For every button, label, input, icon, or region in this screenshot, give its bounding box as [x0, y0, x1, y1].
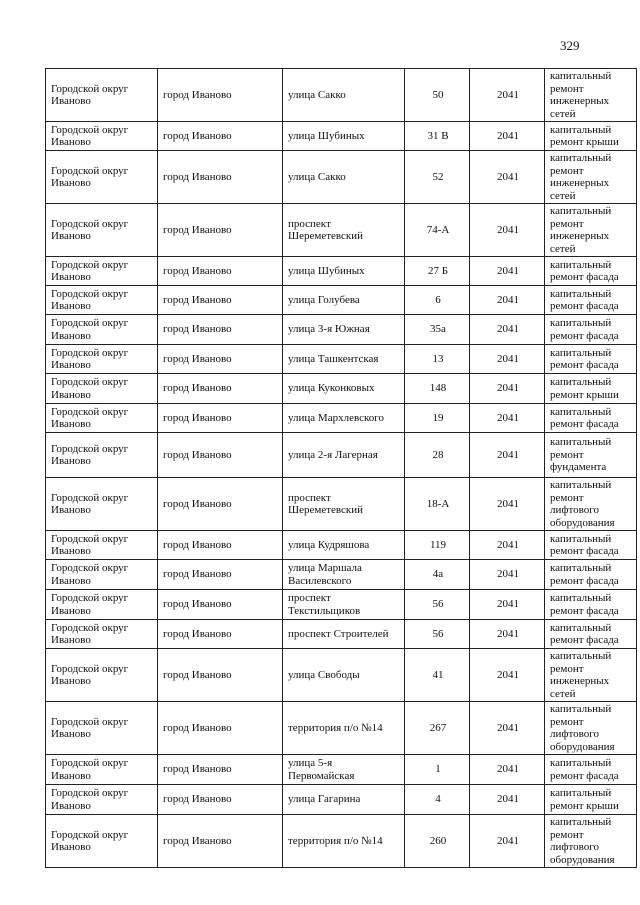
settlement-cell: город Иваново	[158, 620, 283, 649]
settlement-cell: город Иваново	[158, 815, 283, 868]
settlement-cell: город Иваново	[158, 433, 283, 478]
settlement-cell: город Иваново	[158, 69, 283, 122]
work-type-cell: капитальный ремонт крыши	[545, 374, 637, 404]
house-number-cell: 4а	[405, 560, 470, 590]
work-type-cell: капитальный ремонт лифтового оборудования	[545, 702, 637, 755]
work-type-cell: капитальный ремонт фундамента	[545, 433, 637, 478]
table-row	[46, 315, 637, 345]
street-cell: улица Шубиных	[283, 257, 405, 286]
settlement-cell: город Иваново	[158, 755, 283, 785]
settlement-cell: город Иваново	[158, 286, 283, 315]
table-row	[46, 649, 637, 702]
work-type-cell: капитальный ремонт инженерных сетей	[545, 69, 637, 122]
work-type-cell: капитальный ремонт инженерных сетей	[545, 151, 637, 204]
page-number: 329	[560, 38, 580, 53]
municipality-cell: Городской округ Иваново	[46, 478, 158, 531]
house-number-cell: 31 В	[405, 122, 470, 151]
municipality-cell: Городской округ Иваново	[46, 433, 158, 478]
street-cell: улица 2-я Лагерная	[283, 433, 405, 478]
house-number-cell: 13	[405, 345, 470, 374]
table-row	[46, 204, 637, 257]
settlement-cell: город Иваново	[158, 702, 283, 755]
year-cell: 2041	[470, 531, 545, 560]
street-cell: проспект Шереметевский	[283, 478, 405, 531]
year-cell: 2041	[470, 345, 545, 374]
year-cell: 2041	[470, 755, 545, 785]
house-number-cell: 267	[405, 702, 470, 755]
street-cell: улица Гагарина	[283, 785, 405, 815]
table-row	[46, 478, 637, 531]
table-row	[46, 815, 637, 868]
house-number-cell: 28	[405, 433, 470, 478]
house-number-cell: 52	[405, 151, 470, 204]
municipality-cell: Городской округ Иваново	[46, 755, 158, 785]
municipality-cell: Городской округ Иваново	[46, 404, 158, 433]
settlement-cell: город Иваново	[158, 785, 283, 815]
settlement-cell: город Иваново	[158, 649, 283, 702]
settlement-cell: город Иваново	[158, 590, 283, 620]
work-type-cell: капитальный ремонт лифтового оборудования	[545, 478, 637, 531]
work-type-cell: капитальный ремонт фасада	[545, 345, 637, 374]
settlement-cell: город Иваново	[158, 151, 283, 204]
year-cell: 2041	[470, 404, 545, 433]
work-type-cell: капитальный ремонт инженерных сетей	[545, 204, 637, 257]
house-number-cell: 74-А	[405, 204, 470, 257]
work-type-cell: капитальный ремонт фасада	[545, 257, 637, 286]
settlement-cell: город Иваново	[158, 560, 283, 590]
settlement-cell: город Иваново	[158, 257, 283, 286]
work-type-cell: капитальный ремонт лифтового оборудования	[545, 815, 637, 868]
municipality-cell: Городской округ Иваново	[46, 345, 158, 374]
municipality-cell: Городской округ Иваново	[46, 69, 158, 122]
street-cell: улица Ташкентская	[283, 345, 405, 374]
table-row	[46, 560, 637, 590]
repair-schedule-table	[45, 68, 637, 868]
municipality-cell: Городской округ Иваново	[46, 257, 158, 286]
year-cell: 2041	[470, 590, 545, 620]
street-cell: улица Маршала Василевского	[283, 560, 405, 590]
settlement-cell: город Иваново	[158, 122, 283, 151]
table-row	[46, 345, 637, 374]
year-cell: 2041	[470, 122, 545, 151]
settlement-cell: город Иваново	[158, 531, 283, 560]
table-row	[46, 404, 637, 433]
work-type-cell: капитальный ремонт крыши	[545, 785, 637, 815]
year-cell: 2041	[470, 151, 545, 204]
house-number-cell: 56	[405, 620, 470, 649]
house-number-cell: 56	[405, 590, 470, 620]
municipality-cell: Городской округ Иваново	[46, 151, 158, 204]
work-type-cell: капитальный ремонт фасада	[545, 620, 637, 649]
street-cell: улица Голубева	[283, 286, 405, 315]
street-cell: улица Мархлевского	[283, 404, 405, 433]
table-row	[46, 151, 637, 204]
house-number-cell: 35а	[405, 315, 470, 345]
work-type-cell: капитальный ремонт инженерных сетей	[545, 649, 637, 702]
house-number-cell: 41	[405, 649, 470, 702]
house-number-cell: 119	[405, 531, 470, 560]
municipality-cell: Городской округ Иваново	[46, 122, 158, 151]
year-cell: 2041	[470, 257, 545, 286]
table-row	[46, 257, 637, 286]
street-cell: проспект Текстильщиков	[283, 590, 405, 620]
year-cell: 2041	[470, 649, 545, 702]
table-row	[46, 590, 637, 620]
year-cell: 2041	[470, 315, 545, 345]
municipality-cell: Городской округ Иваново	[46, 315, 158, 345]
house-number-cell: 1	[405, 755, 470, 785]
street-cell: улица 5-я Первомайская	[283, 755, 405, 785]
year-cell: 2041	[470, 374, 545, 404]
work-type-cell: капитальный ремонт фасада	[545, 404, 637, 433]
street-cell: территория п/о №14	[283, 702, 405, 755]
house-number-cell: 4	[405, 785, 470, 815]
table-row	[46, 374, 637, 404]
year-cell: 2041	[470, 204, 545, 257]
work-type-cell: капитальный ремонт крыши	[545, 122, 637, 151]
year-cell: 2041	[470, 478, 545, 531]
settlement-cell: город Иваново	[158, 204, 283, 257]
table-row	[46, 433, 637, 478]
municipality-cell: Городской округ Иваново	[46, 531, 158, 560]
street-cell: проспект Шереметевский	[283, 204, 405, 257]
table-body	[46, 69, 637, 868]
municipality-cell: Городской округ Иваново	[46, 374, 158, 404]
year-cell: 2041	[470, 69, 545, 122]
work-type-cell: капитальный ремонт фасада	[545, 755, 637, 785]
municipality-cell: Городской округ Иваново	[46, 286, 158, 315]
year-cell: 2041	[470, 433, 545, 478]
table-row	[46, 122, 637, 151]
table-row	[46, 785, 637, 815]
house-number-cell: 260	[405, 815, 470, 868]
work-type-cell: капитальный ремонт фасада	[545, 286, 637, 315]
settlement-cell: город Иваново	[158, 478, 283, 531]
municipality-cell: Городской округ Иваново	[46, 702, 158, 755]
municipality-cell: Городской округ Иваново	[46, 785, 158, 815]
settlement-cell: город Иваново	[158, 345, 283, 374]
street-cell: улица 3-я Южная	[283, 315, 405, 345]
work-type-cell: капитальный ремонт фасада	[545, 531, 637, 560]
street-cell: улица Куконковых	[283, 374, 405, 404]
municipality-cell: Городской округ Иваново	[46, 620, 158, 649]
year-cell: 2041	[470, 560, 545, 590]
year-cell: 2041	[470, 785, 545, 815]
house-number-cell: 27 Б	[405, 257, 470, 286]
street-cell: улица Свободы	[283, 649, 405, 702]
table-row	[46, 69, 637, 122]
work-type-cell: капитальный ремонт фасада	[545, 560, 637, 590]
street-cell: территория п/о №14	[283, 815, 405, 868]
settlement-cell: город Иваново	[158, 315, 283, 345]
street-cell: улица Сакко	[283, 151, 405, 204]
street-cell: улица Кудряшова	[283, 531, 405, 560]
municipality-cell: Городской округ Иваново	[46, 815, 158, 868]
year-cell: 2041	[470, 702, 545, 755]
house-number-cell: 50	[405, 69, 470, 122]
table-row	[46, 702, 637, 755]
settlement-cell: город Иваново	[158, 374, 283, 404]
table-row	[46, 531, 637, 560]
house-number-cell: 6	[405, 286, 470, 315]
table-row	[46, 286, 637, 315]
work-type-cell: капитальный ремонт фасада	[545, 590, 637, 620]
municipality-cell: Городской округ Иваново	[46, 590, 158, 620]
settlement-cell: город Иваново	[158, 404, 283, 433]
table-row	[46, 620, 637, 649]
house-number-cell: 19	[405, 404, 470, 433]
street-cell: улица Шубиных	[283, 122, 405, 151]
work-type-cell: капитальный ремонт фасада	[545, 315, 637, 345]
street-cell: проспект Строителей	[283, 620, 405, 649]
street-cell: улица Сакко	[283, 69, 405, 122]
table-row	[46, 755, 637, 785]
house-number-cell: 148	[405, 374, 470, 404]
year-cell: 2041	[470, 815, 545, 868]
year-cell: 2041	[470, 286, 545, 315]
house-number-cell: 18-А	[405, 478, 470, 531]
municipality-cell: Городской округ Иваново	[46, 204, 158, 257]
year-cell: 2041	[470, 620, 545, 649]
municipality-cell: Городской округ Иваново	[46, 649, 158, 702]
municipality-cell: Городской округ Иваново	[46, 560, 158, 590]
